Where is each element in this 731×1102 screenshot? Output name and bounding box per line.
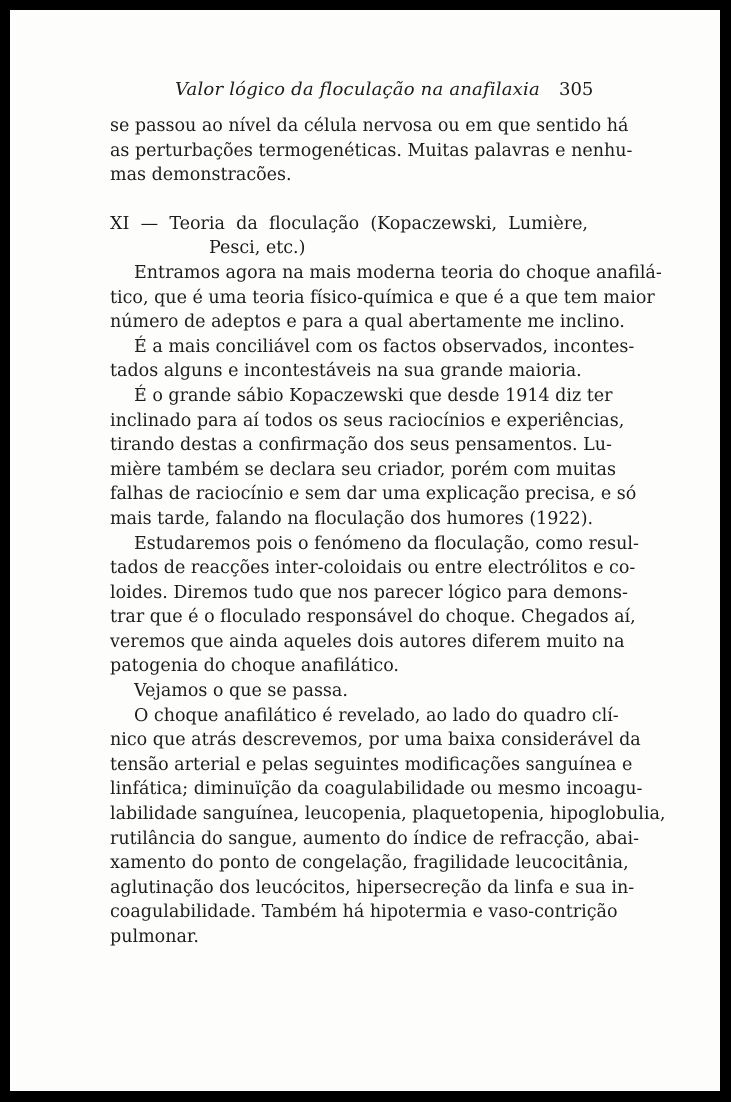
text-line: Vejamos o que se passa. <box>134 681 348 702</box>
text-line: se passou ao nível da célula nervosa ou em que sentido há <box>110 116 629 136</box>
paragraph <box>110 679 588 704</box>
text-line: linfática; diminuïção da coagulabilidade ou mesmo incoagu- <box>110 779 643 800</box>
text-line: patogenia do choque anafilático. <box>110 656 399 677</box>
text-line: número de adeptos e para a qual abertamente me inclino. <box>110 312 625 333</box>
text-line: as perturbações termogenéticas. Muitas palavras e nenhu- <box>110 140 633 161</box>
text-line: tados de reacções inter-coloidais ou entre electrólitos e co- <box>110 558 636 579</box>
text-line: É a mais conciliável com os factos observados, incontes- <box>134 336 635 357</box>
text-line: tirando destas a confirmação dos seus pensamentos. Lu- <box>110 435 612 456</box>
paragraph <box>110 384 637 532</box>
body-text <box>110 114 666 950</box>
running-title: Valor lógico da floculação na anafilaxia <box>175 79 540 100</box>
paragraph <box>110 532 639 680</box>
paragraph-continuation <box>110 114 633 188</box>
text-line: nico que atrás descrevemos, por uma baixa considerável da <box>110 730 641 751</box>
heading-line: XI — Teoria da floculação (Kopaczewski, Lumière, <box>110 213 588 234</box>
text-line: tados alguns e incontestáveis na sua grande maioria. <box>110 361 582 382</box>
text-line: falhas de raciocínio e sem dar uma explicação precisa, e só <box>110 484 637 505</box>
text-line: tensão arterial e pelas seguintes modificações sanguínea e <box>110 754 633 775</box>
text-line: tico, que é uma teoria físico-química e que é a que tem maior <box>110 287 655 308</box>
text-line: O choque anafilático é revelado, ao lado do quadro clí- <box>134 705 619 726</box>
text-line: É o grande sábio Kopaczewski que desde 1914 diz ter <box>134 385 613 406</box>
page-number: 305 <box>559 79 594 100</box>
text-line: labilidade sanguínea, leucopenia, plaquetopenia, hipoglobulia, <box>110 804 666 825</box>
text-line: mas demonstracões. <box>110 165 292 186</box>
paragraph <box>110 704 666 950</box>
text-line: Entramos agora na mais moderna teoria do choque anafilá- <box>134 262 662 283</box>
text-line: rutilância do sangue, aumento do índice de refracção, abai- <box>110 828 640 849</box>
text-line: pulmonar. <box>110 927 199 947</box>
heading-line: Pesci, etc.) <box>209 238 306 259</box>
paragraph <box>110 335 635 384</box>
text-line: Estudaremos pois o fenómeno da floculação, como resul- <box>134 533 639 554</box>
paragraph-gap <box>110 188 588 212</box>
section-heading <box>110 212 588 261</box>
text-line: xamento do ponto de congelação, fragilidade leucocitânia, <box>110 853 629 874</box>
text-line: trar que é o floculado responsável do choque. Chegados aí, <box>110 607 636 628</box>
paragraph <box>110 261 662 335</box>
text-line: mais tarde, falando na floculação dos humores (1922). <box>110 508 594 529</box>
text-line: coagulabilidade. Também há hipotermia e vaso-contrição <box>110 902 618 923</box>
text-line: aglutinação dos leucócitos, hipersecreção da linfa e sua in- <box>110 877 635 898</box>
page-header <box>10 72 720 102</box>
text-line: loides. Diremos tudo que nos parecer lógico para demons- <box>110 582 628 603</box>
text-line: veremos que ainda aqueles dois autores diferem muito na <box>110 631 625 652</box>
text-line: mière também se declara seu criador, porém com muitas <box>110 459 616 480</box>
text-line: inclinado para aí todos os seus raciocínios e experiências, <box>110 410 625 431</box>
book-page <box>10 10 720 1091</box>
